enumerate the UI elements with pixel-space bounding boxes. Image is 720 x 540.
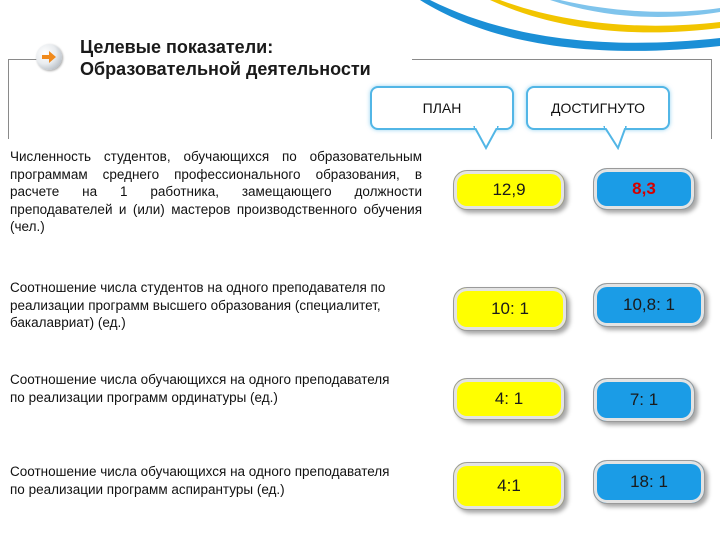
plan-value: 4: 1 bbox=[453, 378, 565, 420]
header-frame-right bbox=[412, 59, 712, 60]
plan-column-label: ПЛАН bbox=[422, 100, 462, 116]
achieved-callout-tail bbox=[600, 126, 630, 150]
indicator-description: Соотношение числа студентов на одного преподавателя по реализации программ высшего образования (специалитет, бакалавриат) (ед.) bbox=[10, 280, 386, 330]
arrow-right-circle-icon bbox=[36, 44, 62, 70]
achieved-column-header bbox=[526, 86, 670, 130]
indicator-description: Соотношение числа обучающихся на одного преподавателя по реализации программ ординатуры (ед.) bbox=[10, 372, 390, 405]
achieved-value: 8,3 bbox=[593, 168, 695, 210]
frame-left-edge bbox=[8, 59, 9, 139]
page-title bbox=[80, 36, 371, 80]
plan-callout-tail bbox=[472, 126, 502, 150]
page-title-line-1: Целевые показатели: bbox=[80, 37, 274, 57]
plan-value: 4:1 bbox=[453, 462, 565, 510]
header-frame-left bbox=[8, 59, 38, 60]
achieved-column-label: ДОСТИГНУТО bbox=[550, 100, 646, 116]
achieved-value: 18: 1 bbox=[593, 460, 705, 504]
plan-column-header bbox=[370, 86, 514, 130]
indicator-description: Численность студентов, обучающихся по образовательным программам среднего профессионального образования, в расчете на 1 работника, замещающего должности преподавателей и (или) мастеров производственного обучения (чел.) bbox=[10, 149, 422, 234]
frame-right-edge bbox=[711, 59, 712, 139]
plan-value: 12,9 bbox=[453, 170, 565, 210]
plan-value: 10: 1 bbox=[453, 287, 567, 331]
achieved-value: 10,8: 1 bbox=[593, 283, 705, 327]
achieved-value: 7: 1 bbox=[593, 378, 695, 422]
page-title-line-2: Образовательной деятельности bbox=[80, 59, 371, 79]
indicator-description: Соотношение числа обучающихся на одного преподавателя по реализации программ аспирантуры (ед.) bbox=[10, 464, 390, 497]
